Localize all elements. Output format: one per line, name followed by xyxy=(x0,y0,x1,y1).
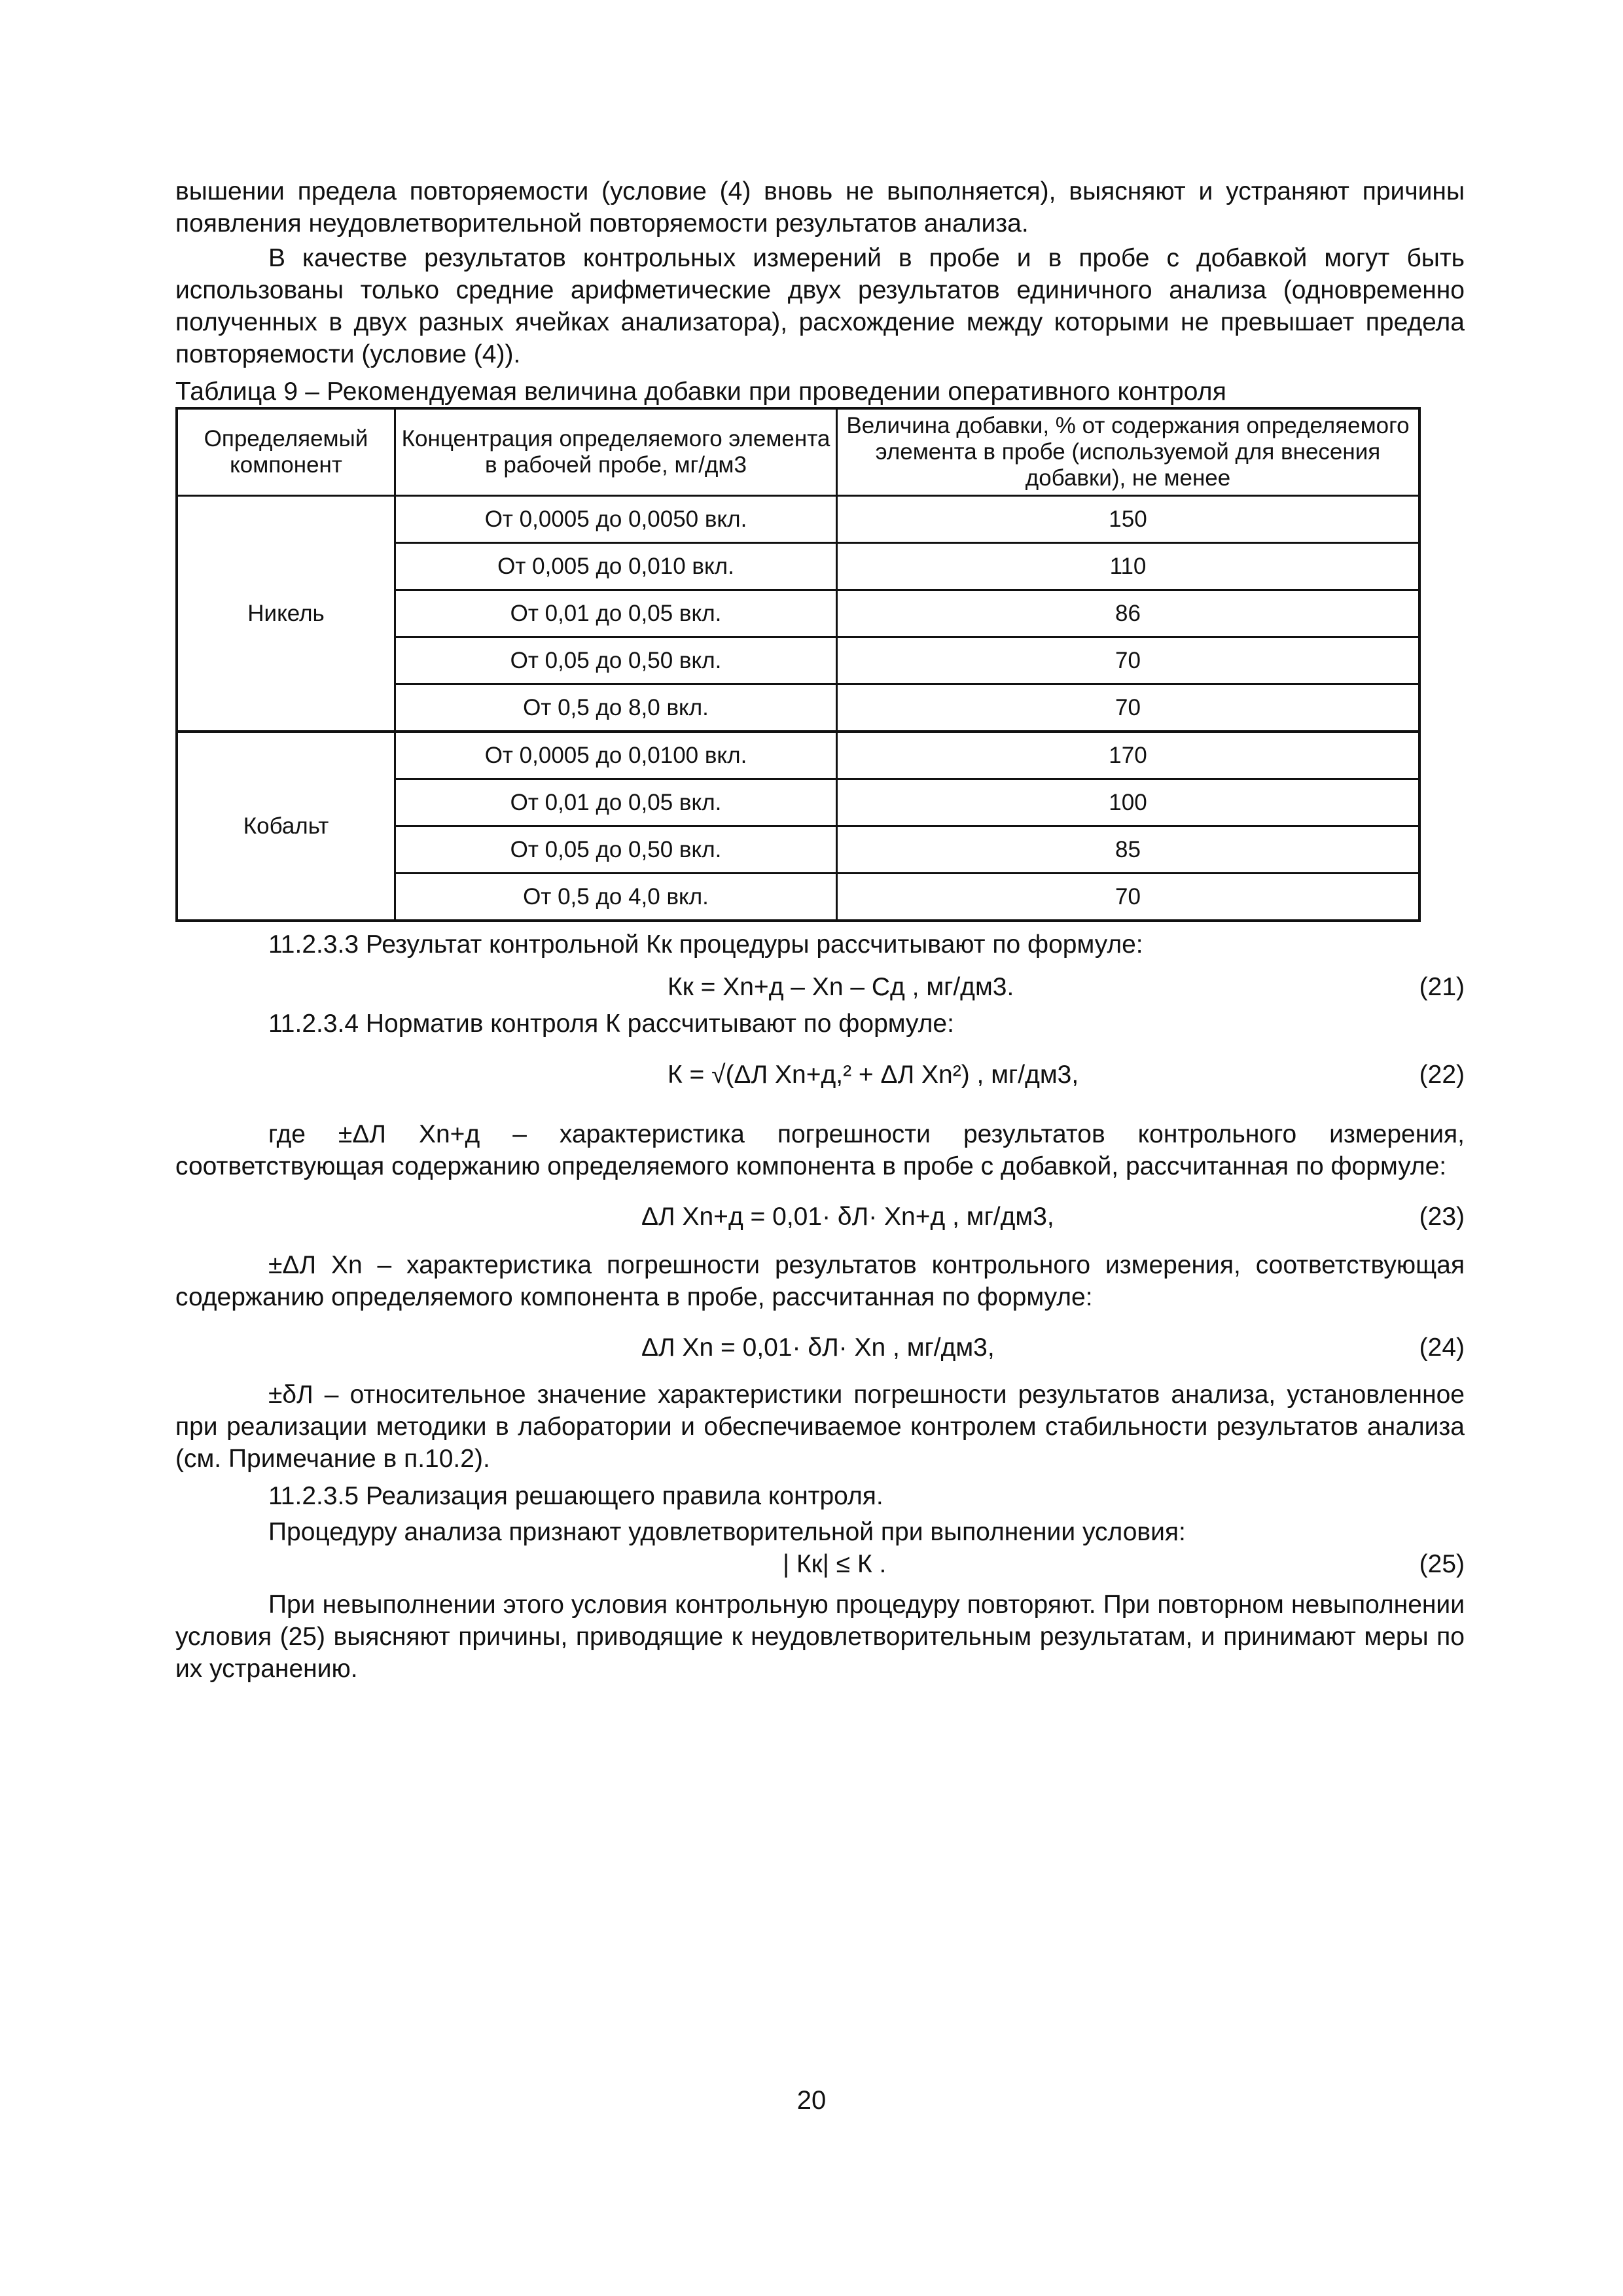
table-cell-conc: От 0,01 до 0,05 вкл. xyxy=(395,590,837,637)
table-caption: Таблица 9 – Рекомендуемая величина добавки при проведении оперативного контроля xyxy=(175,378,1227,406)
component-cobalt: Кобальт xyxy=(177,732,395,921)
table-row xyxy=(177,732,1419,779)
table-header-row xyxy=(177,408,1419,496)
table-cell-value: 150 xyxy=(837,496,1420,543)
document-body xyxy=(175,175,1465,1685)
table-cell-value: 86 xyxy=(837,590,1420,637)
table-cell-conc: От 0,05 до 0,50 вкл. xyxy=(395,826,837,874)
formula-24 xyxy=(175,1328,1465,1368)
table-cell-value: 70 xyxy=(837,874,1420,921)
table-cell-conc: От 0,0005 до 0,0050 вкл. xyxy=(395,496,837,543)
additive-table xyxy=(175,407,1421,922)
table-cell-conc: От 0,5 до 4,0 вкл. xyxy=(395,874,837,921)
paragraph-2: В качестве результатов контрольных измерений в пробе и в пробе с добавкой могут быть использованы только средние арифметические двух результатов единичного анализа (одновременно полученных в двух разных ячейках анализатора), расхождение между которыми не превышает предела повторяемости (условие (4)). xyxy=(175,244,1465,368)
header-additive: Величина добавки, % от содержания определяемого элемента в пробе (используемой для внесения добавки), не менее xyxy=(837,408,1420,496)
table-cell-conc: От 0,5 до 8,0 вкл. xyxy=(395,684,837,732)
component-nickel: Никель xyxy=(177,496,395,732)
section-11-2-3-4: 11.2.3.4 Норматив контроля К рассчитывают по формуле: xyxy=(268,1010,954,1038)
where-delta-sample: ±ΔЛ Xn – характеристика погрешности результатов контрольного измерения, соответствующая содержанию определяемого компонента в пробе, рассчитанная по формуле: xyxy=(175,1251,1465,1311)
formula-22 xyxy=(175,1044,1465,1106)
where-delta-additive: где ±ΔЛ Xn+д – характеристика погрешности результатов контрольного измерения, соответствующая содержанию определяемого компонента в пробе с добавкой, рассчитанная по формуле: xyxy=(175,1120,1465,1180)
formula-21 xyxy=(175,967,1465,1008)
formula-22-body: К = √(ΔЛ Xn+д,² + ΔЛ Xn²) , мг/дм3, xyxy=(668,1061,1079,1089)
formula-25 xyxy=(175,1548,1465,1581)
header-component: Определяемый компонент xyxy=(177,408,395,496)
table-cell-conc: От 0,01 до 0,05 вкл. xyxy=(395,779,837,826)
table-cell-conc: От 0,05 до 0,50 вкл. xyxy=(395,637,837,684)
formula-21-number: (21) xyxy=(1419,973,1465,1001)
where-delta-relative: ±δЛ – относительное значение характеристики погрешности результатов анализа, установленное при реализации методики в лаборатории и обеспечиваемое контролем стабильности результатов анализа (см. Примечание в п.10.2). xyxy=(175,1381,1465,1473)
section-11-2-3-3: 11.2.3.3 Результат контрольной Кк процедуры рассчитывают по формуле: xyxy=(268,930,1143,959)
formula-24-number: (24) xyxy=(1419,1333,1465,1362)
formula-23-number: (23) xyxy=(1419,1203,1465,1231)
table-row xyxy=(177,496,1419,543)
section-11-2-3-5: 11.2.3.5 Реализация решающего правила контроля. xyxy=(268,1482,883,1510)
table-cell-conc: От 0,005 до 0,010 вкл. xyxy=(395,543,837,590)
paragraph-1: вышении предела повторяемости (условие (4) вновь не выполняется), выясняют и устраняют причины появления неудовлетворительной повторяемости результатов анализа. xyxy=(175,177,1465,238)
table-cell-value: 110 xyxy=(837,543,1420,590)
table-cell-value: 70 xyxy=(837,684,1420,732)
table-cell-value: 170 xyxy=(837,732,1420,779)
formula-23 xyxy=(175,1197,1465,1237)
table-cell-value: 85 xyxy=(837,826,1420,874)
formula-21-body: Кк = Xn+д – Xn – Сд , мг/дм3. xyxy=(668,973,1014,1001)
formula-25-number: (25) xyxy=(1419,1550,1465,1578)
formula-23-body: ΔЛ Xn+д = 0,01· δЛ· Xn+д , мг/дм3, xyxy=(641,1203,1054,1231)
paragraph-final: При невыполнении этого условия контрольную процедуру повторяют. При повторном невыполнении условия (25) выясняют причины, приводящие к неудовлетворительным результатам, и принимают меры по их устранению. xyxy=(175,1591,1465,1683)
header-concentration: Концентрация определяемого элемента в рабочей пробе, мг/дм3 xyxy=(395,408,837,496)
formula-22-number: (22) xyxy=(1419,1061,1465,1089)
procedure-condition: Процедуру анализа признают удовлетворительной при выполнении условия: xyxy=(268,1518,1186,1546)
table-cell-conc: От 0,0005 до 0,0100 вкл. xyxy=(395,732,837,779)
table-cell-value: 70 xyxy=(837,637,1420,684)
table-cell-value: 100 xyxy=(837,779,1420,826)
formula-25-body: | Кк| ≤ К . xyxy=(783,1550,887,1578)
page-number: 20 xyxy=(796,2086,827,2115)
formula-24-body: ΔЛ Xn = 0,01· δЛ· Xn , мг/дм3, xyxy=(641,1333,995,1362)
